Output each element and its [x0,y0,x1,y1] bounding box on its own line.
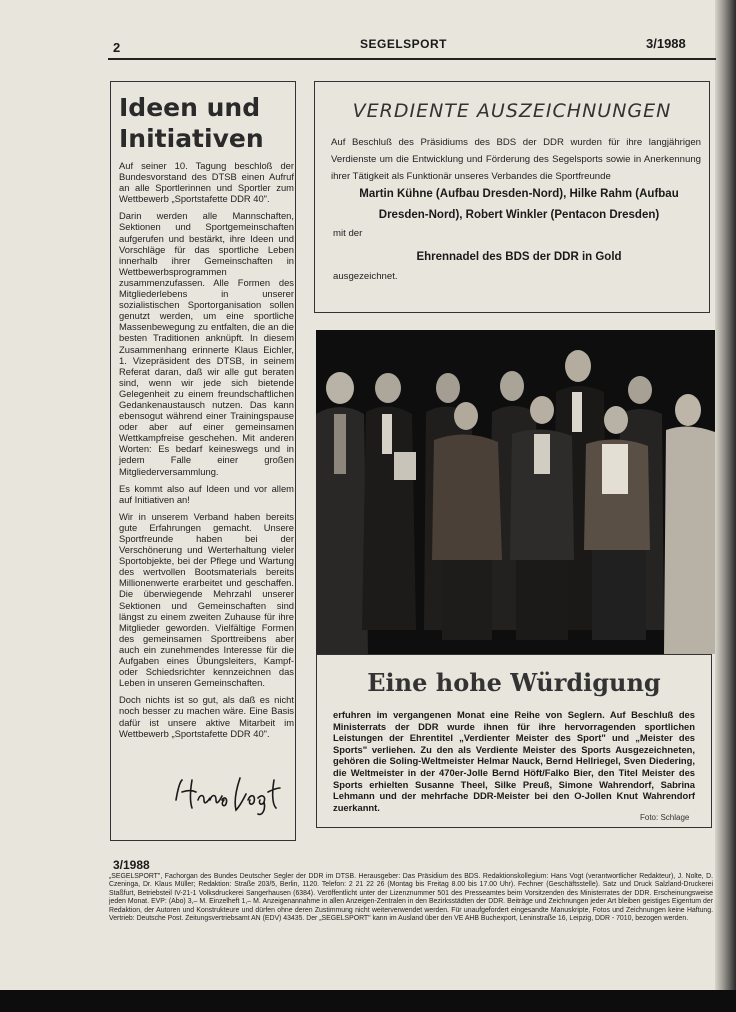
ideen-paragraph: Wir in unserem Verband haben bereits gute Erfahrungen gemacht. Unsere Sportfreunde haben bei der Verschönerung und Werterhaltung vieler Sportobjekte, bei der Pflege und Wartung des wertvollen Bootsmaterials bereits Millionenwerte erarbeitet und geschaffen. Die überwiegende Mehrzahl unserer Sektionen und Gemeinschaften sind längst zu einem zweiten Zuhause für ihre Mitglieder geworden. Vielfältige Formen des gemeinsamen Sporttreibens aber auch ein zunehmendes Interesse für die Aufgaben eines Übungsleiters, Kampf- oder Schiedsrichter kennzeichnen das Leben in unseren Gemeinschaften. [119,510,294,689]
ideen-paragraph: Auf seiner 10. Tagung beschloß der Bundesvorstand des DTSB einen Aufruf an alle Sportlerinnen und Sportler zum Wettbewerb „Sportstafette DDR 40". [119,160,294,205]
group-photo-illustration [316,330,715,654]
ideen-paragraph: Doch nichts ist so gut, als daß es nicht noch besser zu machen wäre. Eine Basis dafür ist unsere aktive Mitarbeit im Wettbewerb „Sportstafette DDR 40". [119,694,294,739]
page-number: 2 [113,40,121,55]
ideen-title-line1: Ideen und [119,93,261,122]
imprint-text: „SEGELSPORT", Fachorgan des Bundes Deutscher Segler der DDR im DTSB. Herausgeber: Das Präsidium des BDS. Redaktionskollegium: Hans Vogt (verantwortlicher Redakteur), J. Nolte, D. Czeninga, Dr. Klaus Müller; Redaktion: Straße 203/5, Berlin, 1120. Telefon: 2 21 22 26 (Montag bis Freitag 8.00 bis 17.00 Uhr). Fechner (Geschäftsstelle). Satz und Druck Salzland-Druckerei Staßfurt, Betriebsteil IV-21-1 Volksdruckerei Sangerhausen (6384). Veröffentlicht unter der Lizenznummer 501 des Presseamtes beim Vorsitzenden des Ministerrates der DDR. Erscheinungsweise jeden Monat. EVP: (Abo) 3,– M. Einzelheft 1,– M. Anzeigenannahme in allen Anzeigen-Zentralen in den Bezirksstädten der DDR. Beiträge und Zeichnungen jeder Art bleiben geistiges Eigentum der Redaktion, der Autoren und Konstrukteure und dürfen ohne deren Zustimmung nicht weiterverwendet werden. Für unaufgefordert eingesandte Manuskripte, Fotos und Zeichnungen keine Haftung. Vertrieb: Deutsche Post. Zeitungsvertriebsamt AN (EDV) 43435. Der „SEGELSPORT" kann im Ausland über den VE AHB Buchexport, Leninstraße 16, Leipzig, DDR - 7010, bezogen werden. [109,873,713,923]
footer-issue: 3/1988 [113,858,150,872]
ideen-paragraph: Es kommt also auf Ideen und vor allem auf Initiativen an! [119,482,294,505]
awards-mit: mit der [333,228,363,239]
awards-intro: Auf Beschluß des Präsidiums des BDS der DDR wurden für ihre langjährigen Verdienste um die Entwicklung und Förderung des Segelsports sowie in Anerkennung ihrer Tätigkeit als Funktionär unseres Verbandes die Sportfreunde [331,137,701,182]
ideen-body [119,160,294,745]
honor-heading: Eine hohe Würdigung [367,668,661,697]
awards-heading: VERDIENTE AUSZEICHNUNGEN [352,100,672,122]
running-head-title: SEGELSPORT [360,37,448,51]
scan-border [0,990,736,1012]
page-edge-shadow [715,0,736,1012]
awards-recipients: Martin Kühne (Aufbau Dresden-Nord), Hilke Rahm (Aufbau Dresden-Nord), Robert Winkler (Pentacon Dresden) [359,188,679,221]
photo-credit: Foto: Schlage [640,813,690,822]
awards-medal: Ehrennadel des BDS der DDR in Gold [416,251,622,263]
group-photo [316,330,715,654]
ideen-title [119,92,289,154]
honor-body: erfuhren im vergangenen Monat eine Reihe von Seglern. Auf Beschluß des Ministerrats der DDR wurde ihnen für ihre hervorragenden sportlichen Leistungen der Ehrentitel „Verdienter Meister des Sport" und „Meister des Sports" verliehen. Zu den als Verdiente Meister des Sports Ausgezeichneten, gehören die Soling-Weltmeister Helmar Nauck, Bernd Hellriegel, Sven Diedering, die Weltmeister in der 470er-Jolle Bernd Höft/Falko Bier, den Titel Meister des Sports erhielten Susanne Theel, Silke Preuß, Simone Wahrendorf, Sabrina Lehmann und der mehrfache DDR-Meister bei den O-Jollen Knut Wahrendorf zuerkannt. [333,709,695,813]
handwritten-signature [170,770,290,818]
awards-closing: ausgezeichnet. [333,271,398,282]
running-head-issue: 3/1988 [646,36,686,51]
header-rule [108,58,716,60]
ideen-title-line2: Initiativen [119,124,264,153]
ideen-paragraph: Darin werden alle Mannschaften, Sektionen und Sportgemeinschaften aufgerufen und bestärkt, ihre Ideen und Vorschläge für das sportliche Leben innerhalb ihrer Gemeinschaften in Wettbewerbsprogrammen zusammenzufassen. Alle Formen des Mitgliederlebens in unserer sozialistischen Sportorganisation sollen genutzt werden, um eine sportliche Massenbewegung zu entfalten, die an die besten Traditionen anknüpft. In diesem Zusammenhang erinnerte Klaus Eichler, 1. Vizepräsident des DTSB, in seinem Referat daran, daß wir alle gut beraten sind, wenn wir jede sich bietende Gelegenheit zu einem freundschaftlichen Gedankenaustausch nutzen. Das kann ebensogut während einer Trainingspause oder aber auf einer gemeinsamen Wettkampfreise geschehen. Mit anderen Worten: Es bedarf keineswegs und in jedem Falle einer großen Mitgliederversammlung. [119,210,294,477]
